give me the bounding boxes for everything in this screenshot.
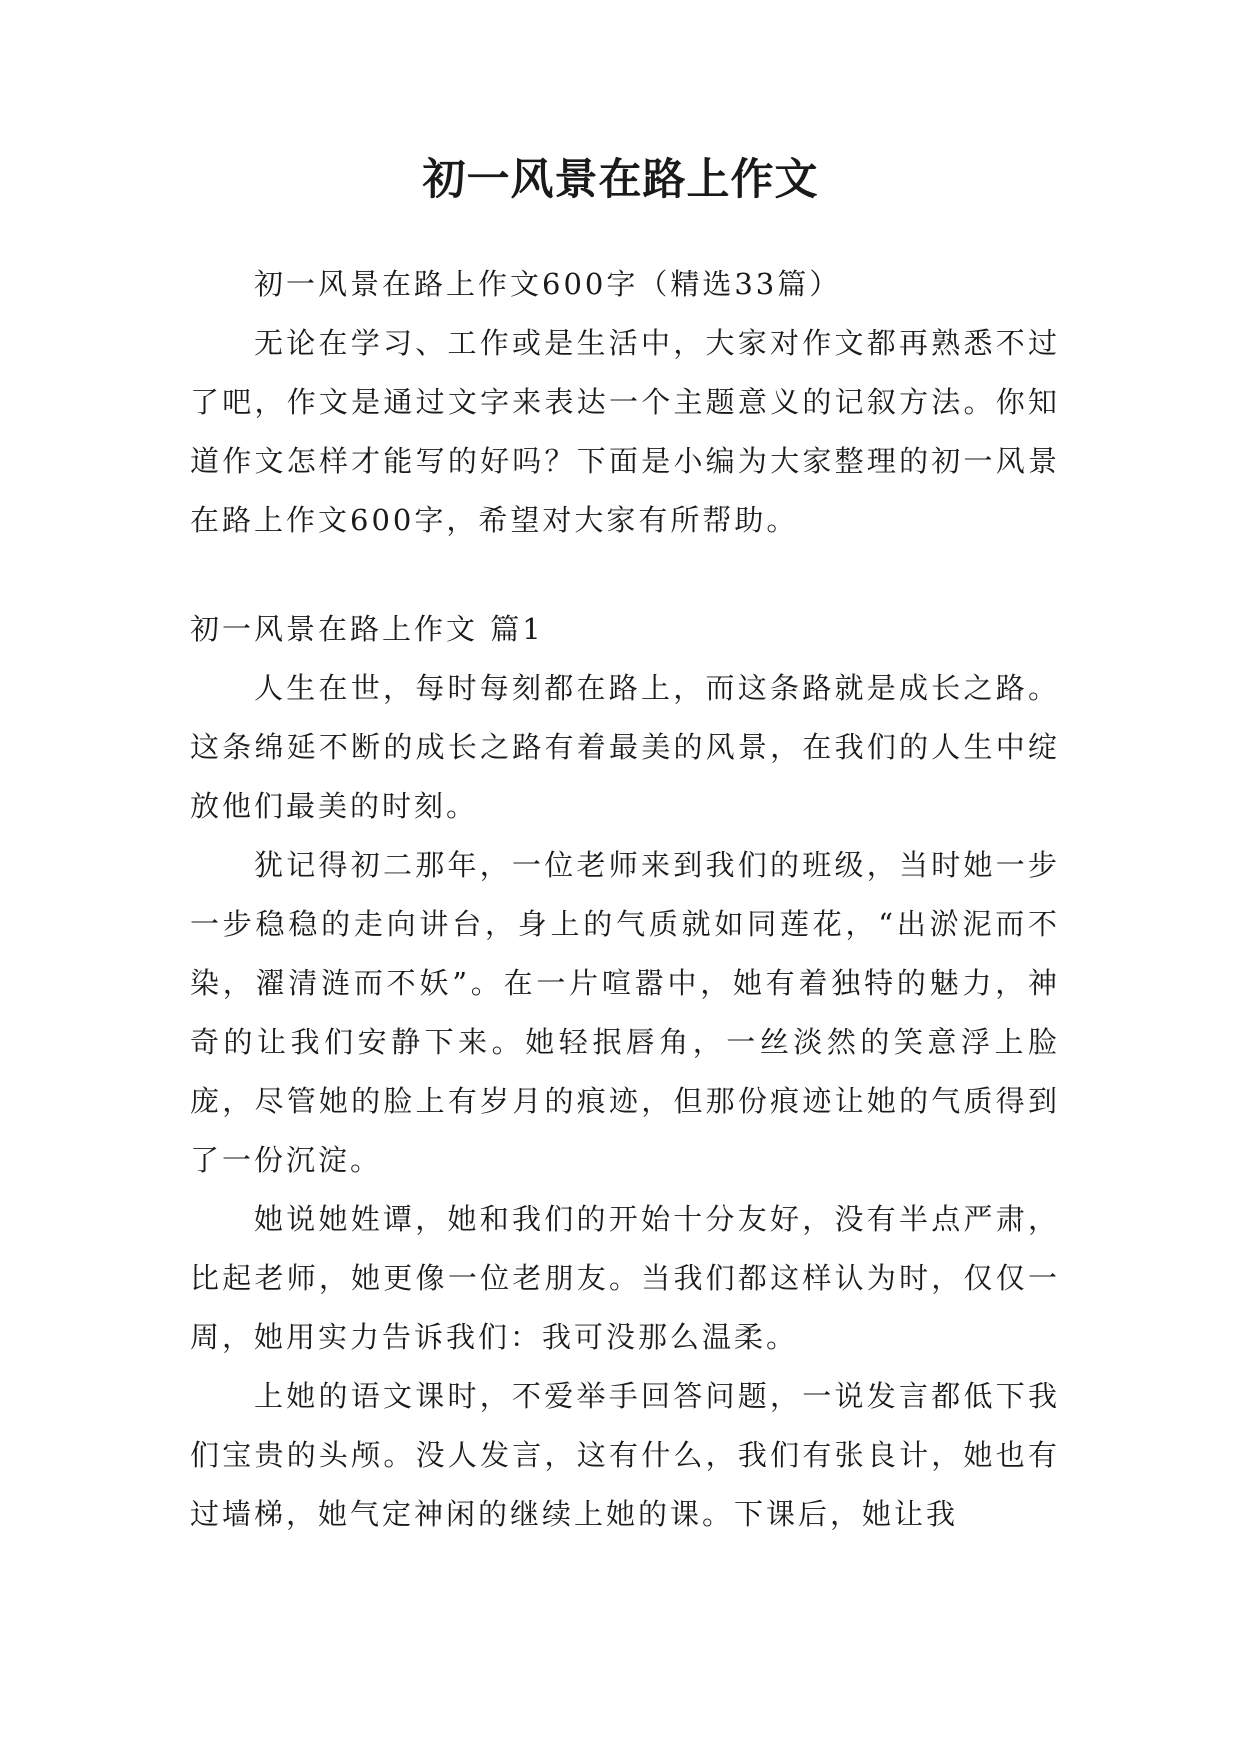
document-title: 初一风景在路上作文 xyxy=(422,155,819,205)
body-paragraph-1: 人生在世，每时每刻都在路上，而这条路就是成长之路。这条绵延不断的成长之路有着最美的风景，在我们的人生中绽放他们最美的时刻。 xyxy=(190,671,1060,823)
intro-paragraph: 无论在学习、工作或是生活中，大家对作文都再熟悉不过了吧，作文是通过文字来表达一个主题意义的记叙方法。你知道作文怎样才能写的好吗？下面是小编为大家整理的初一风景在路上作文600字，希望对大家有所帮助。 xyxy=(190,326,1060,537)
body-paragraph-2: 犹记得初二那年，一位老师来到我们的班级，当时她一步一步稳稳的走向讲台，身上的气质就如同莲花，“出淤泥而不染，濯清涟而不妖”。在一片喧嚣中，她有着独特的魅力，神奇的让我们安静下来。她轻抿唇角，一丝淡然的笑意浮上脸庞，尽管她的脸上有岁月的痕迹，但那份痕迹让她的气质得到了一份沉淀。 xyxy=(190,848,1060,1177)
intro-subtitle: 初一风景在路上作文600字（精选33篇） xyxy=(254,267,842,301)
body-paragraph-3: 她说她姓谭，她和我们的开始十分友好，没有半点严肃，比起老师，她更像一位老朋友。当我们都这样认为时，仅仅一周，她用实力告诉我们：我可没那么温柔。 xyxy=(190,1202,1060,1354)
document-body xyxy=(190,255,1060,1544)
section-heading: 初一风景在路上作文 篇1 xyxy=(190,612,544,646)
body-paragraph-4: 上她的语文课时，不爱举手回答问题，一说发言都低下我们宝贵的头颅。没人发言，这有什么，我们有张良计，她也有过墙梯，她气定神闲的继续上她的课。下课后，她让我 xyxy=(190,1379,1060,1531)
